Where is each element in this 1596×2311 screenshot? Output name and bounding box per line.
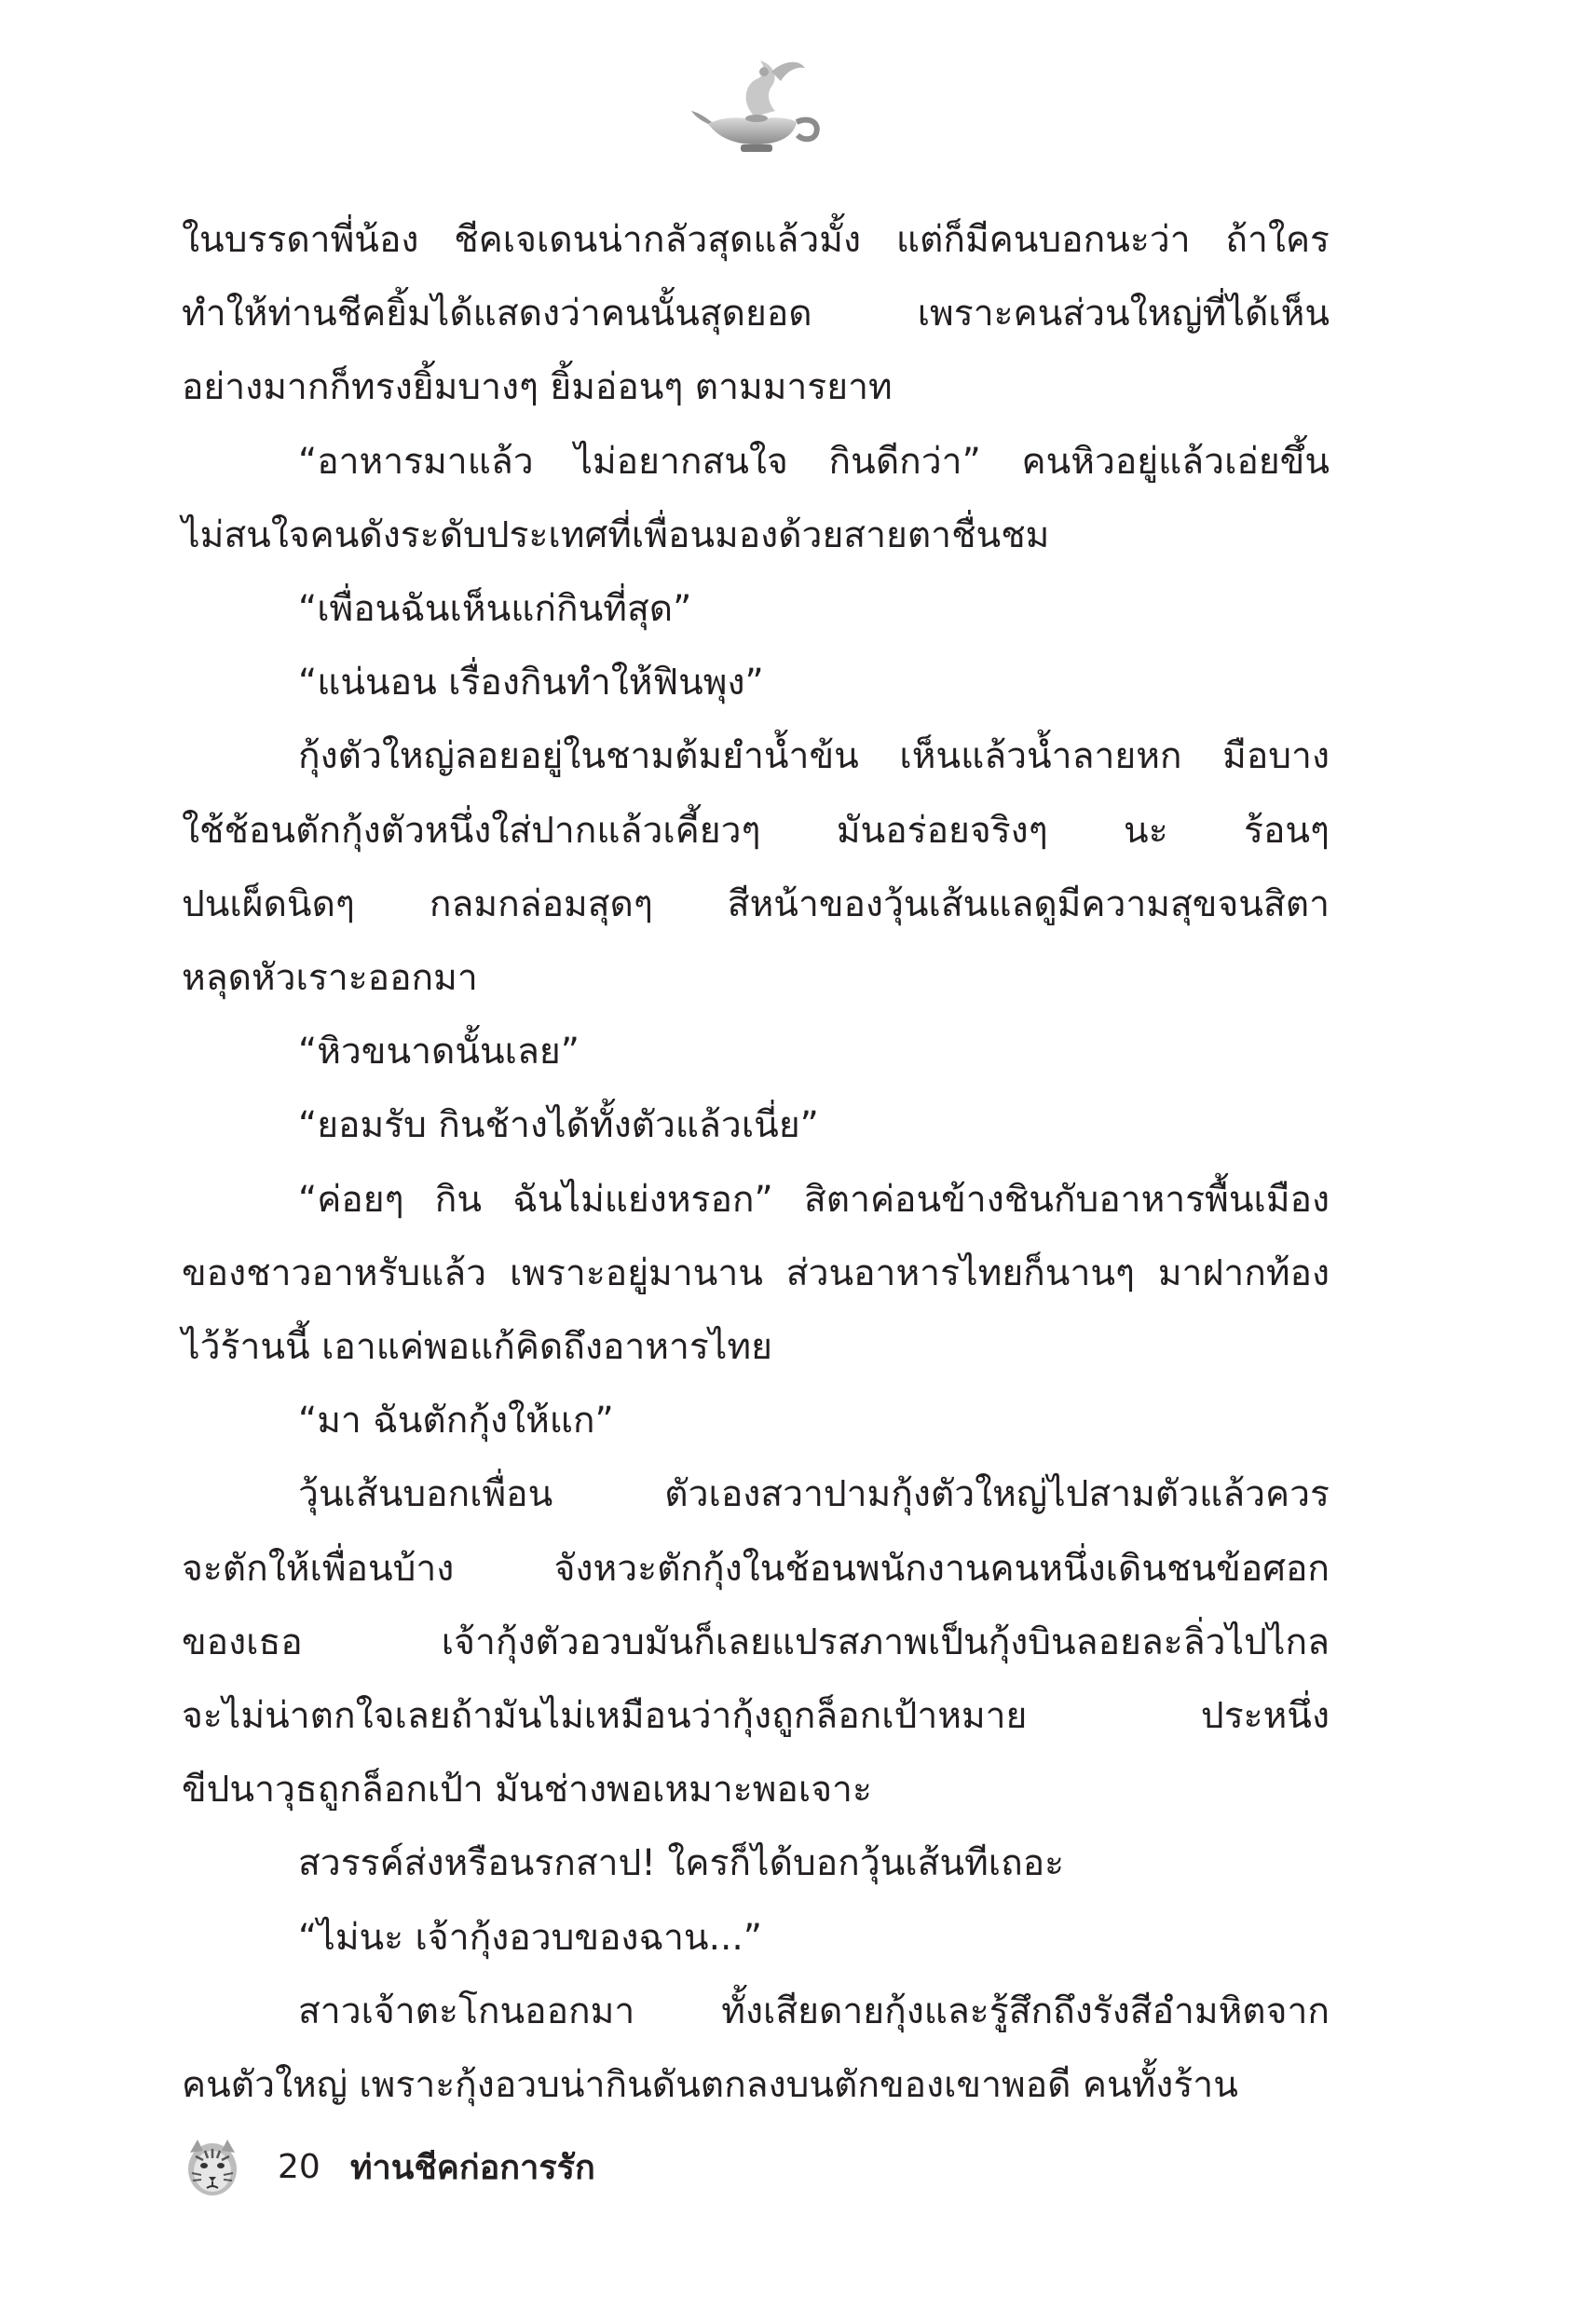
paragraph xyxy=(182,1457,1330,1826)
text-line: จะตักให้เพื่อนบ้าง จังหวะตักกุ้งในช้อนพนักงานคนหนึ่งเดินชนข้อศอก xyxy=(182,1547,1330,1590)
paragraph xyxy=(182,719,1330,1015)
page-number: 20 xyxy=(278,2147,321,2186)
text-line: จะไม่น่าตกใจเลยถ้ามันไม่เหมือนว่ากุ้งถูกล็อกเป้าหมาย ประหนึ่ง xyxy=(182,1695,1330,1738)
text-line: สาวเจ้าตะโกนออกมา ทั้งเสียดายกุ้งและรู้สึกถึงรังสีอำมหิตจาก xyxy=(298,1990,1330,2032)
paragraph xyxy=(182,1384,1330,1457)
body-text xyxy=(182,203,1330,2122)
text-line: “หิวขนาดนั้นเลย” xyxy=(298,1031,580,1073)
paragraph xyxy=(182,1088,1330,1162)
text-line: “มา ฉันตักกุ้งให้แก” xyxy=(298,1400,614,1443)
text-line: ไม่สนใจคนดังระดับประเทศที่เพื่อนมองด้วยสายตาชื่นชม xyxy=(182,513,1050,556)
text-line: หลุดหัวเราะออกมา xyxy=(182,957,478,1000)
page-footer xyxy=(184,2134,595,2199)
text-line: ของเธอ เจ้ากุ้งตัวอวบมันก็เลยแปรสภาพเป็นกุ้งบินลอยละลิ่วไปไกล xyxy=(182,1620,1330,1663)
text-line: วุ้นเส้นบอกเพื่อน ตัวเองสวาปามกุ้งตัวใหญ่ไปสามตัวแล้วควร xyxy=(298,1473,1330,1516)
paragraph xyxy=(182,1826,1330,1900)
paragraph xyxy=(182,203,1330,425)
paragraph xyxy=(182,425,1330,572)
text-line: ปนเผ็ดนิดๆ กลมกล่อมสุดๆ สีหน้าของวุ้นเส้นแลดูมีความสุขจนสิตา xyxy=(182,882,1330,925)
book-title: ท่านชีคก่อการรัก xyxy=(349,2148,595,2187)
text-line: ในบรรดาพี่น้อง ชีคเจเดนน่ากลัวสุดแล้วมั้ง แต่ก็มีคนบอกนะว่า ถ้าใคร xyxy=(182,219,1330,261)
text-line: คนตัวใหญ่ เพราะกุ้งอวบน่ากินดันตกลงบนตักของเขาพอดี คนทั้งร้าน xyxy=(182,2064,1238,2107)
paragraph xyxy=(182,1163,1330,1385)
text-line: ขีปนาวุธถูกล็อกเป้า มันช่างพอเหมาะพอเจาะ xyxy=(182,1769,872,1812)
tiger-head-icon xyxy=(184,2136,240,2197)
text-line: กุ้งตัวใหญ่ลอยอยู่ในชามต้มยำน้ำข้น เห็นแล้วน้ำลายหก มือบาง xyxy=(298,735,1330,778)
paragraph xyxy=(182,572,1330,646)
paragraph xyxy=(182,646,1330,719)
text-line: “ยอมรับ กินช้างได้ทั้งตัวแล้วเนี่ย” xyxy=(298,1104,819,1147)
text-line: สวรรค์ส่งหรือนรกสาป! ใครก็ได้บอกวุ้นเส้นทีเถอะ xyxy=(298,1842,1065,1885)
text-line: อย่างมากก็ทรงยิ้มบางๆ ยิ้มอ่อนๆ ตามมารยาท xyxy=(182,366,893,409)
text-line: ใช้ช้อนตักกุ้งตัวหนึ่งใส่ปากแล้วเคี้ยวๆ มันอร่อยจริงๆ นะ ร้อนๆ xyxy=(182,809,1330,852)
text-line: ทำให้ท่านชีคยิ้มได้แสดงว่าคนนั้นสุดยอด เพราะคนส่วนใหญ่ที่ได้เห็น xyxy=(182,293,1330,335)
paragraph xyxy=(182,1975,1330,2122)
text-line: ไว้ร้านนี้ เอาแค่พอแก้คิดถึงอาหารไทย xyxy=(182,1326,772,1369)
genie-lamp-icon xyxy=(689,51,829,163)
text-line: “แน่นอน เรื่องกินทำให้ฟินพุง” xyxy=(298,662,764,704)
paragraph xyxy=(182,1901,1330,1975)
text-line: “ค่อยๆ กิน ฉันไม่แย่งหรอก” สิตาค่อนข้างชินกับอาหารพื้นเมือง xyxy=(298,1178,1330,1221)
text-line: “อาหารมาแล้ว ไม่อยากสนใจ กินดีกว่า” คนหิวอยู่แล้วเอ่ยขึ้น xyxy=(298,440,1330,483)
text-line: “ไม่นะ เจ้ากุ้งอวบของฉาน...” xyxy=(298,1916,762,1959)
text-line: ของชาวอาหรับแล้ว เพราะอยู่มานาน ส่วนอาหารไทยก็นานๆ มาฝากท้อง xyxy=(182,1251,1330,1294)
paragraph xyxy=(182,1015,1330,1088)
text-line: “เพื่อนฉันเห็นแก่กินที่สุด” xyxy=(298,588,692,631)
